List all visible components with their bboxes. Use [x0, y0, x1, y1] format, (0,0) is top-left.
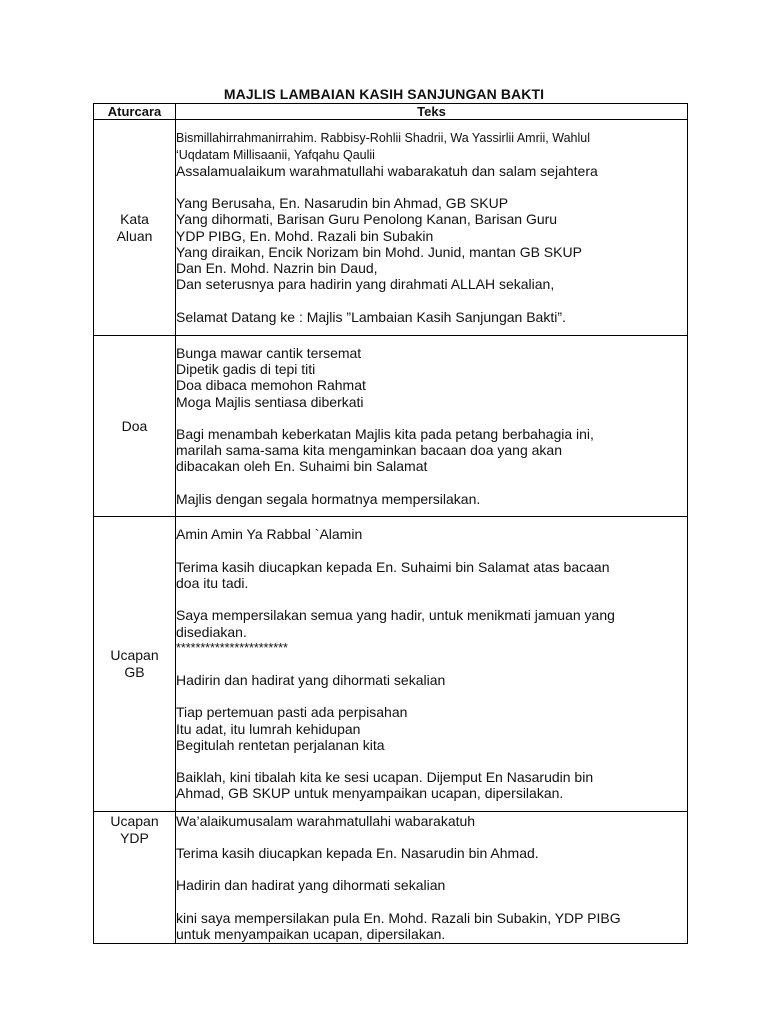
table-row-ucapan-ydp — [94, 812, 688, 944]
teks-cell — [176, 120, 688, 336]
text-line: Wa’alaikumusalam warahmatullahi wabarakatuh — [176, 812, 476, 829]
text-line: Ahmad, GB SKUP untuk menyampaikan ucapan, dipersilakan. — [176, 785, 564, 802]
text-line: disediakan. — [176, 623, 247, 640]
teks-cell — [176, 812, 688, 944]
aturcara-cell — [94, 336, 176, 517]
aturcara-cell — [94, 517, 176, 812]
text-line: Selamat Datang ke : Majlis ”Lambaian Kasih Sanjungan Bakti”. — [176, 308, 566, 325]
text-line: Saya mempersilakan semua yang hadir, untuk menikmati jamuan yang — [176, 607, 615, 624]
table-row-doa — [94, 336, 688, 517]
teks-cell — [176, 336, 688, 517]
text-line: *********************** — [176, 640, 288, 655]
text-line: Hadirin dan hadirat yang dihormati sekalian — [176, 672, 446, 689]
text-line: doa itu tadi. — [176, 574, 249, 591]
table-header-row — [94, 104, 688, 120]
text-line: Doa dibaca memohon Rahmat — [176, 377, 366, 394]
header-aturcara: Aturcara — [94, 104, 176, 120]
text-line: Tiap pertemuan pasti ada perpisahan — [176, 704, 408, 721]
text-line: ‘Uqdatam Millisaanii, Yafqahu Qaulii — [176, 147, 375, 162]
document-title: MAJLIS LAMBAIAN KASIH SANJUNGAN BAKTI — [223, 86, 545, 102]
teks-cell — [176, 517, 688, 812]
aturcara-cell — [94, 812, 176, 944]
text-line: YDP PIBG, En. Mohd. Razali bin Subakin — [176, 227, 434, 244]
text-line: Bismillahirrahmanirrahim. Rabbisy-Rohlii Shadrii, Wa Yassirlii Amrii, Wahlul — [176, 131, 590, 146]
aturcara-cell — [94, 120, 176, 336]
program-table — [93, 103, 688, 944]
text-line: dibacakan oleh En. Suhaimi bin Salamat — [176, 458, 428, 475]
text-line: Yang diraikan, Encik Norizam bin Mohd. Junid, mantan GB SKUP — [176, 243, 582, 260]
text-line: Amin Amin Ya Rabbal `Alamin — [176, 526, 363, 543]
text-line: Yang dihormati, Barisan Guru Penolong Kanan, Barisan Guru — [176, 211, 558, 228]
text-line: Assalamualaikum warahmatullahi wabarakatuh dan salam sejahtera — [176, 162, 598, 179]
aturcara-label: Kata Aluan — [116, 210, 153, 244]
text-line: Terima kasih diucapkan kepada En. Suhaimi bin Salamat atas bacaan — [176, 558, 610, 575]
text-line: Yang Berusaha, En. Nasarudin bin Ahmad, GB SKUP — [176, 195, 509, 212]
aturcara-label: Doa — [121, 417, 148, 434]
aturcara-label: Ucapan YDP — [110, 813, 159, 846]
text-line: Begitulah rentetan perjalanan kita — [176, 736, 385, 753]
table-row-ucapan-gb — [94, 517, 688, 812]
text-line: Dan En. Mohd. Nazrin bin Daud, — [176, 259, 378, 276]
text-line: Itu adat, itu lumrah kehidupan — [176, 720, 361, 737]
text-line: Bagi menambah keberkatan Majlis kita pada petang berbahagia ini, — [176, 426, 594, 442]
text-line: Bunga mawar cantik tersemat — [176, 345, 362, 361]
text-line: kini saya mempersilakan pula En. Mohd. Razali bin Subakin, YDP PIBG — [176, 909, 621, 926]
aturcara-label: Ucapan GB — [110, 647, 159, 680]
text-line: untuk menyampaikan ucapan, dipersilakan. — [176, 926, 446, 943]
text-line: Hadirin dan hadirat yang dihormati sekalian — [176, 877, 446, 894]
text-line: marilah sama-sama kita mengaminkan bacaan doa yang akan — [176, 442, 562, 459]
header-teks: Teks — [176, 104, 688, 120]
text-line: Baiklah, kini tibalah kita ke sesi ucapan. Dijemput En Nasarudin bin — [176, 769, 594, 786]
text-line: Moga Majlis sentiasa diberkati — [176, 393, 364, 410]
text-line: Majlis dengan segala hormatnya mempersilakan. — [176, 490, 481, 507]
text-line: Dipetik gadis di tepi titi — [176, 361, 316, 378]
table-row-kata-aluan — [94, 120, 688, 336]
text-line: Terima kasih diucapkan kepada En. Nasarudin bin Ahmad. — [176, 845, 539, 862]
text-line: Dan seterusnya para hadirin yang dirahmati ALLAH sekalian, — [176, 276, 555, 293]
